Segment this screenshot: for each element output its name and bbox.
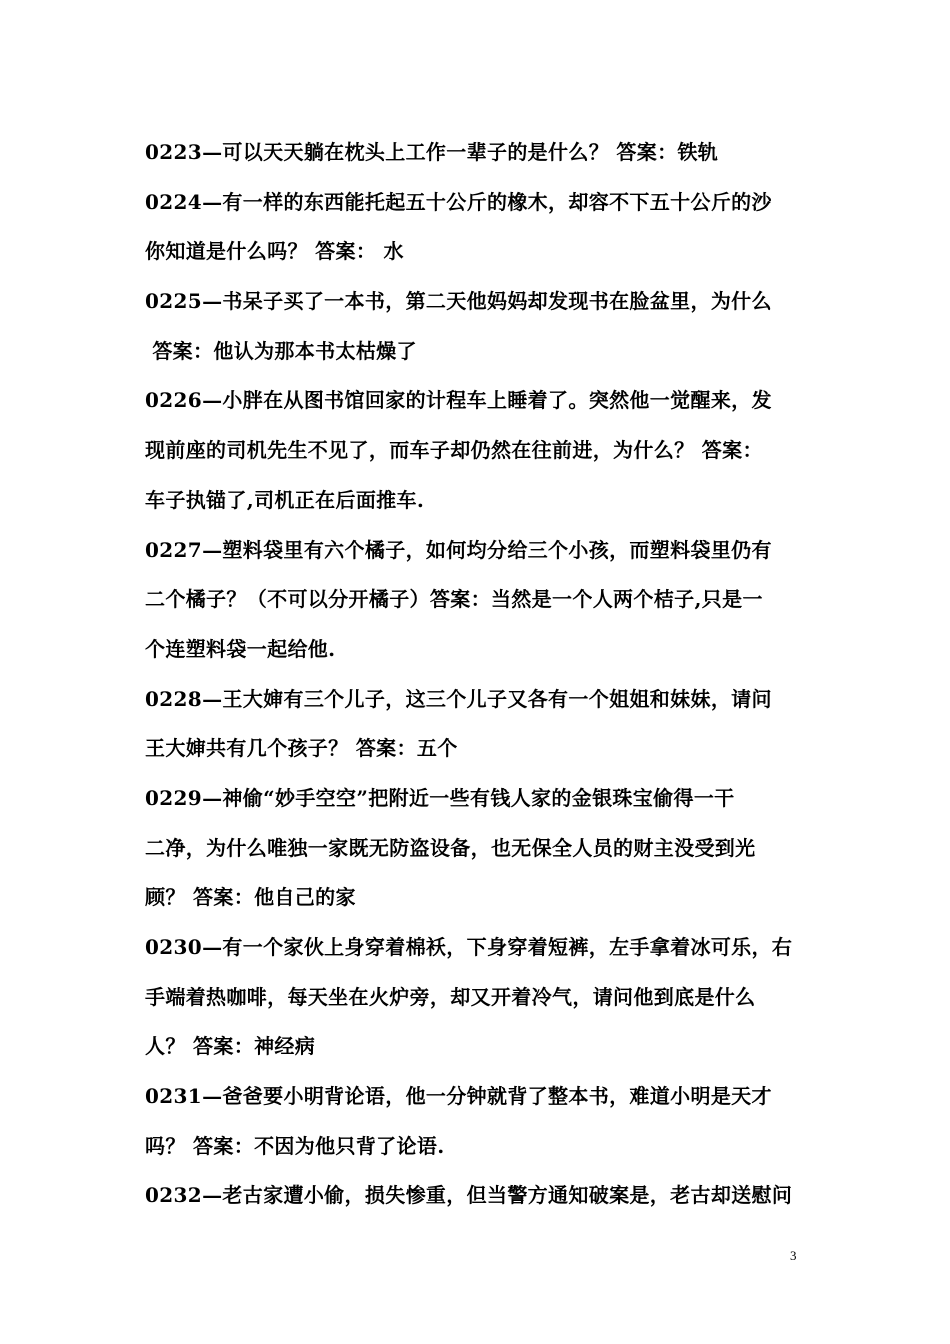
text-line-4: 0225—书呆子买了一本书，第二天他妈妈却发现书在脸盆里，为什么 <box>145 289 772 314</box>
text-line-3: 你知道是什么吗？ 答案： 水 <box>145 239 404 264</box>
text-line-18: 手端着热咖啡，每天坐在火炉旁，却又开着冷气，请问他到底是什么 <box>145 984 756 1009</box>
text-line-17: 0230—有一个家伙上身穿着棉袄，下身穿着短裤，左手拿着冰可乐，右 <box>145 935 793 959</box>
text-line-21: 吗？ 答案：不因为他只背了论语. <box>145 1133 445 1158</box>
text-line-6: 0226—小胖在从图书馆回家的计程车上睡着了。突然他一觉醒来，发 <box>145 388 772 413</box>
text-line-19: 人？ 答案：神经病 <box>145 1034 316 1059</box>
text-line-22: 0232—老古家遭小偷，损失惨重，但当警方通知破案是，老古却送慰问 <box>145 1183 793 1208</box>
riddle-text-block <box>145 128 810 1221</box>
text-line-1: 0223—可以天天躺在枕头上工作一辈子的是什么？ 答案：铁轨 <box>145 140 719 164</box>
text-line-9: 0227—塑料袋里有六个橘子，如何均分给三个小孩，而塑料袋里仍有 <box>145 537 772 562</box>
text-line-8: 车子执锚了,司机正在后面推车. <box>145 487 425 512</box>
text-line-10: 二个橘子？（不可以分开橘子）答案：当然是一个人两个桔子,只是一 <box>145 587 763 612</box>
text-line-12: 0228—王大婶有三个儿子，这三个儿子又各有一个姐姐和妹妹，请问 <box>145 686 772 711</box>
text-line-20: 0231—爸爸要小明背论语，他一分钟就背了整本书，难道小明是天才 <box>145 1084 772 1109</box>
text-line-7: 现前座的司机先生不见了，而车子却仍然在往前进，为什么？ 答案： <box>145 438 763 463</box>
text-line-13: 王大婶共有几个孩子？ 答案：五个 <box>145 736 458 761</box>
page-number: 3 <box>790 1248 797 1263</box>
text-line-14: 0229—神偷“妙手空空”把附近一些有钱人家的金银珠宝偷得一干 <box>145 785 735 810</box>
text-line-16: 顾？ 答案：他自己的家 <box>145 885 356 910</box>
text-line-5: 答案：他认为那本书太枯燥了 <box>145 338 417 363</box>
text-line-11: 个连塑料袋一起给他. <box>145 636 336 661</box>
text-line-2: 0224—有一样的东西能托起五十公斤的橡木，却容不下五十公斤的沙 <box>145 189 772 214</box>
text-line-15: 二净，为什么唯独一家既无防盗设备，也无保全人员的财主没受到光 <box>145 835 756 860</box>
